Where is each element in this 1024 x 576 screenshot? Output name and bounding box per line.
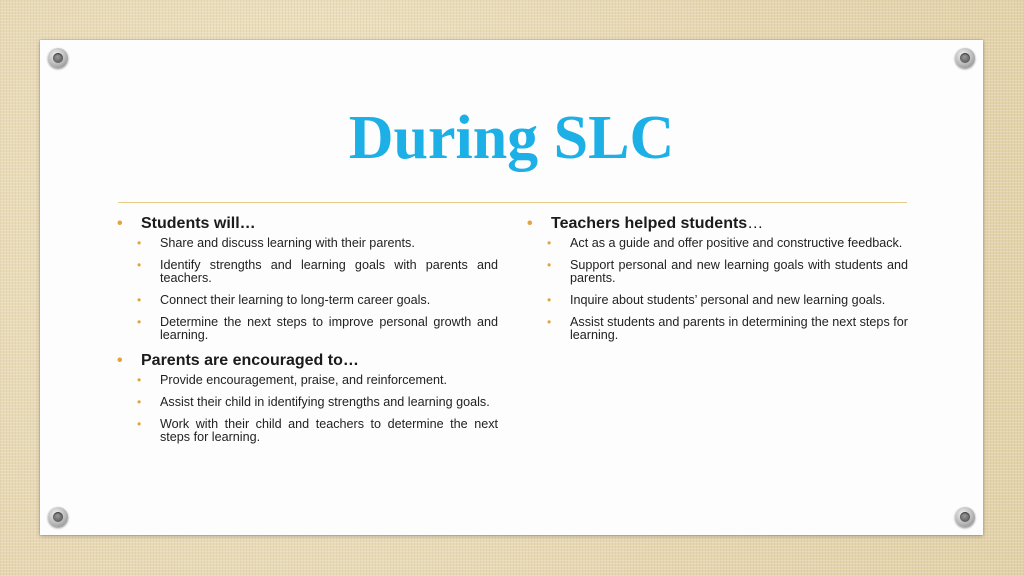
pushpin-icon	[48, 507, 68, 527]
right-column	[527, 214, 908, 351]
bullet-icon: •	[117, 215, 123, 232]
teachers-list	[527, 237, 908, 342]
list-item-text: Act as a guide and offer positive and constructive feedback.	[570, 236, 903, 250]
students-list	[117, 237, 498, 342]
parents-heading-text: Parents are encouraged to…	[141, 352, 359, 369]
bullet-icon: •	[137, 417, 142, 431]
list-item-text: Work with their child and teachers to determine the next steps for learning.	[160, 417, 498, 444]
bullet-icon: •	[137, 258, 142, 272]
teachers-heading-text: Teachers helped students	[551, 215, 748, 232]
parents-heading	[117, 351, 498, 371]
list-item	[117, 294, 498, 307]
list-item	[117, 374, 498, 387]
teachers-section	[527, 214, 908, 342]
bullet-icon: •	[137, 315, 142, 329]
bullet-icon: •	[547, 293, 552, 307]
students-heading	[117, 214, 498, 234]
list-item-text: Connect their learning to long-term career goals.	[160, 293, 431, 307]
list-item	[117, 396, 498, 409]
list-item	[527, 316, 908, 342]
list-item-text: Determine the next steps to improve personal growth and learning.	[160, 315, 498, 342]
parents-list	[117, 374, 498, 444]
teachers-heading	[527, 214, 908, 234]
parents-section	[117, 351, 498, 444]
list-item	[117, 418, 498, 444]
list-item	[117, 259, 498, 285]
pushpin-icon	[955, 507, 975, 527]
list-item	[527, 294, 908, 307]
list-item-text: Provide encouragement, praise, and reinforcement.	[160, 373, 448, 387]
list-item-text: Assist their child in identifying strengths and learning goals.	[160, 395, 490, 409]
slide-title: During SLC	[348, 104, 675, 172]
title-divider	[118, 202, 907, 203]
pushpin-icon	[955, 48, 975, 68]
list-item-text: Inquire about students’ personal and new learning goals.	[570, 293, 886, 307]
students-heading-text: Students will…	[141, 215, 256, 232]
slide-card	[40, 40, 983, 535]
list-item-text: Identify strengths and learning goals with parents and teachers.	[160, 258, 498, 285]
bullet-icon: •	[137, 293, 142, 307]
list-item	[527, 237, 908, 250]
students-section	[117, 214, 498, 342]
list-item-text: Assist students and parents in determining the next steps for learning.	[570, 315, 908, 342]
bullet-icon: •	[547, 315, 552, 329]
bullet-icon: •	[117, 352, 123, 369]
bullet-icon: •	[137, 395, 142, 409]
bullet-icon: •	[527, 215, 533, 232]
list-item	[527, 259, 908, 285]
list-item	[117, 237, 498, 250]
list-item	[117, 316, 498, 342]
pushpin-icon	[48, 48, 68, 68]
bullet-icon: •	[547, 258, 552, 272]
bullet-icon: •	[547, 236, 552, 250]
list-item-text: Support personal and new learning goals with students and parents.	[570, 258, 908, 285]
bullet-icon: •	[137, 373, 142, 387]
list-item-text: Share and discuss learning with their parents.	[160, 236, 415, 250]
teachers-heading-ellipsis: …	[747, 215, 764, 232]
bullet-icon: •	[137, 236, 142, 250]
left-column	[117, 214, 498, 453]
